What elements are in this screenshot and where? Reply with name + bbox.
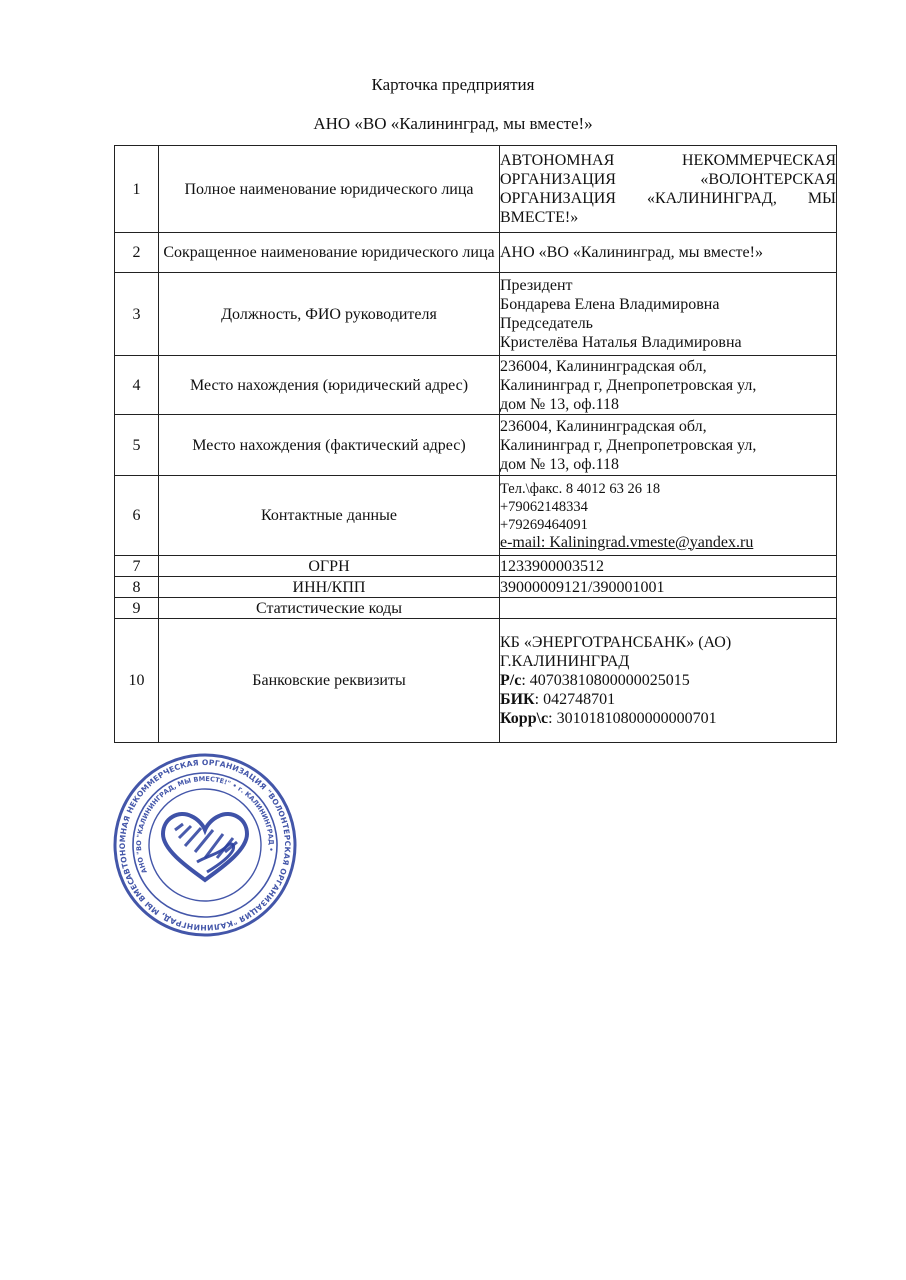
row-label: Сокращенное наименование юридического лица — [159, 233, 500, 273]
bank-city: Г.КАЛИНИНГРАД — [500, 653, 630, 670]
table-row — [115, 356, 837, 415]
bank-account-line — [500, 671, 836, 690]
value-line: АВТОНОМНАЯ НЕКОММЕРЧЕСКАЯ ОРГАНИЗАЦИЯ «ВОЛОНТЕРСКАЯ ОРГАНИЗАЦИЯ «КАЛИНИНГРАД, МЫ ВМЕСТЕ!» — [500, 152, 836, 226]
row-label: Полное наименование юридического лица — [159, 146, 500, 233]
row-number: 10 — [115, 619, 159, 743]
table-row — [115, 415, 837, 476]
row-value — [500, 476, 837, 556]
row-label: Место нахождения (юридический адрес) — [159, 356, 500, 415]
table-row — [115, 476, 837, 556]
row-value — [500, 146, 837, 233]
organization-stamp — [112, 752, 298, 938]
value-line: Тел.\факс. 8 4012 63 26 18 — [500, 480, 661, 497]
row-value — [500, 356, 837, 415]
row-label: Статистические коды — [159, 598, 500, 619]
stamp-outer-text: АВТОНОМНАЯ НЕКОММЕРЧЕСКАЯ ОРГАНИЗАЦИЯ "ВОЛОНТЕРСКАЯ ОРГАНИЗАЦИЯ "КАЛИНИНГРАД, МЫ ВМЕСТЕ!" — [117, 757, 293, 933]
heart-hands-icon — [163, 814, 247, 880]
table-row — [115, 577, 837, 598]
value-line: Бондарева Елена Владимировна — [500, 296, 720, 313]
row-number: 2 — [115, 233, 159, 273]
value-line: 236004, Калининградская обл, — [500, 417, 707, 435]
bank-corr-label: Корр\с — [500, 710, 549, 727]
table-row — [115, 233, 837, 273]
row-label: Контактные данные — [159, 476, 500, 556]
bank-account-value: : 40703810800000025015 — [521, 672, 690, 689]
value-line: Калининград г, Днепропетровская ул, — [500, 436, 757, 454]
value-line: АНО «ВО «Калининград, мы вместе!» — [500, 244, 763, 261]
bank-corr-line — [500, 709, 836, 728]
row-label: Место нахождения (фактический адрес) — [159, 415, 500, 476]
bank-bik-line — [500, 690, 836, 709]
value-line: Калининград г, Днепропетровская ул, — [500, 376, 757, 394]
table-row — [115, 146, 837, 233]
row-value — [500, 598, 837, 619]
row-number: 8 — [115, 577, 159, 598]
value-line: дом № 13, оф.118 — [500, 455, 619, 473]
row-number: 7 — [115, 556, 159, 577]
page-subtitle: АНО «ВО «Калининград, мы вместе!» — [313, 114, 593, 133]
row-value — [500, 415, 837, 476]
stamp-inner-text: АНО "ВО "КАЛИНИНГРАД, МЫ ВМЕСТЕ!" • г. КАЛИНИНГРАД • — [134, 774, 276, 875]
row-number: 9 — [115, 598, 159, 619]
value-line: +79269464091 — [500, 516, 588, 533]
email-link[interactable]: e-mail: Kaliningrad.vmeste@yandex.ru — [500, 533, 754, 551]
row-number: 3 — [115, 273, 159, 356]
bank-name: КБ «ЭНЕРГОТРАНСБАНК» (АО) — [500, 634, 732, 651]
value-line: 1233900003512 — [500, 557, 604, 575]
value-line: Кристелёва Наталья Владимировна — [500, 334, 742, 351]
value-line: Председатель — [500, 315, 593, 332]
row-label: Банковские реквизиты — [159, 619, 500, 743]
row-label: ОГРН — [159, 556, 500, 577]
page-title: Карточка предприятия — [371, 75, 535, 94]
bank-account-label: Р/с — [500, 672, 522, 689]
row-number: 5 — [115, 415, 159, 476]
row-value — [500, 577, 837, 598]
row-value — [500, 273, 837, 356]
value-line: дом № 13, оф.118 — [500, 395, 619, 413]
row-value — [500, 619, 837, 743]
stamp-inner-ring — [131, 771, 280, 920]
row-label: ИНН/КПП — [159, 577, 500, 598]
row-number: 1 — [115, 146, 159, 233]
row-value — [500, 233, 837, 273]
table-row — [115, 556, 837, 577]
row-number: 4 — [115, 356, 159, 415]
table-row — [115, 598, 837, 619]
value-line: 39000009121/390001001 — [500, 578, 665, 596]
value-line: 236004, Калининградская обл, — [500, 357, 707, 375]
row-value — [500, 556, 837, 577]
bank-bik-value: : 042748701 — [534, 691, 616, 708]
company-card-table — [114, 145, 837, 743]
value-line: Президент — [500, 277, 573, 294]
bank-corr-value: : 30101810800000000701 — [548, 710, 717, 727]
value-line: +79062148334 — [500, 498, 588, 515]
table-row — [115, 619, 837, 743]
row-number: 6 — [115, 476, 159, 556]
bank-bik-label: БИК — [500, 691, 535, 708]
row-label: Должность, ФИО руководителя — [159, 273, 500, 356]
table-row — [115, 273, 837, 356]
